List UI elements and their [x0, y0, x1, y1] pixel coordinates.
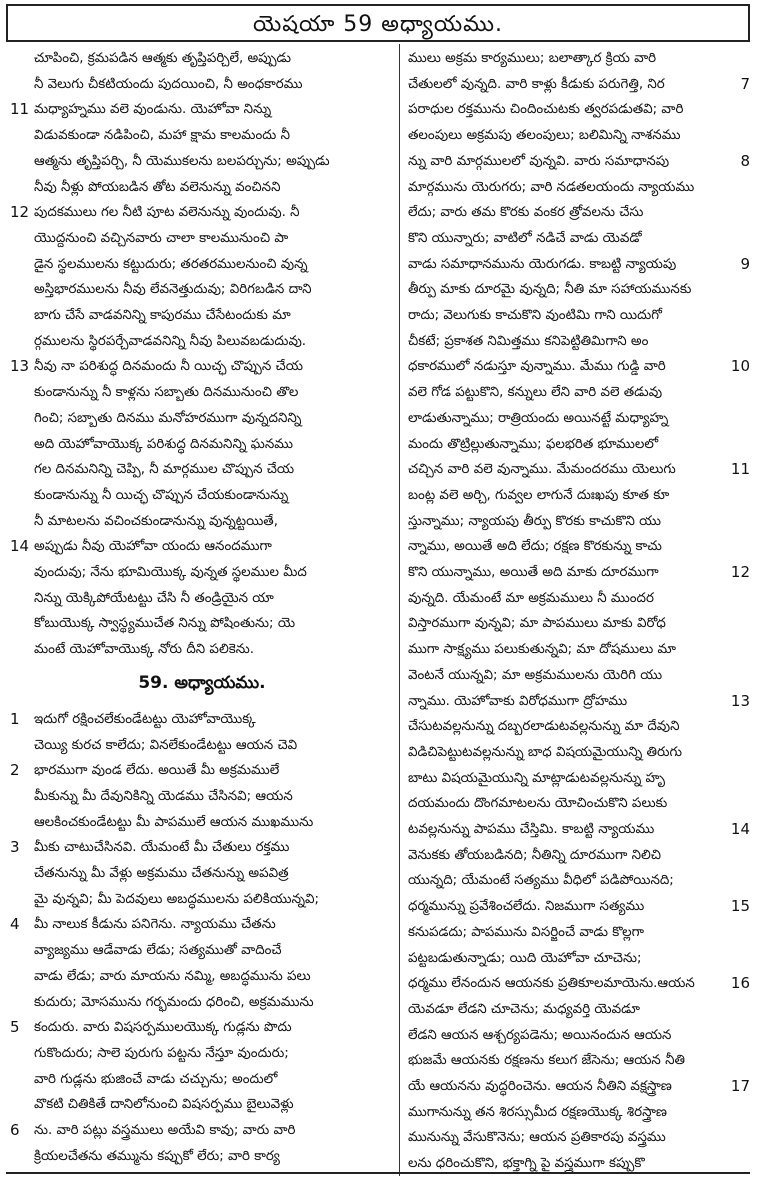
verse-text: బంట్ల వలె అర్చి, గువ్వల లాగునే దుఃఖపు కూత కూ	[408, 487, 670, 503]
verse-text: మై వున్నవి; మీ పెదవులు అబద్ధములను పలికియున్నవి;	[34, 891, 319, 907]
verse-text: డైన స్థలములను కట్టుదురు; తరతరములనుంచి వున్న	[34, 256, 308, 272]
text-line	[402, 946, 750, 971]
text-line	[402, 791, 750, 816]
text-line	[6, 964, 398, 989]
verse-text: నీ మాటలను వచించకుండానున్ను వున్నట్టయితే,	[34, 513, 278, 529]
text-line	[402, 354, 750, 379]
text-line	[402, 766, 750, 791]
verse-text: గుకొందురు; సాలె పురుగు పట్టను నేస్తూ వుందురు;	[34, 1045, 289, 1061]
text-line	[402, 97, 750, 122]
verse-text: అది యెహోవాయొక్క పరిశుద్ధ దినమనిన్ని ఘనము	[34, 436, 294, 452]
verse-text: ముగా సాక్ష్యము పలుకుతున్నవి; మా దోషములు మా	[408, 642, 676, 658]
verse-text: టవల్లనున్ను పాపము చేస్తిమి. కాబట్టి న్యాయము	[408, 822, 655, 837]
verse-text: న్ను వారి మార్గములలో వున్నవి. వారు సమాధానపు	[408, 153, 670, 169]
verse-text: విస్తారముగా వున్నవి; మా పాపములు మాకు విరోధ	[408, 616, 666, 632]
verse-text: తలంపులు అక్రమపు తలంపులు; బలిమిన్ని నాశనము	[408, 128, 681, 144]
text-line	[6, 252, 398, 277]
verse-text: మందు తొట్రిల్లుతున్నాము; ఫలభరిత భూములలో	[408, 436, 659, 452]
text-line	[402, 277, 750, 302]
text-line	[6, 226, 398, 251]
verse-text: కోబుయొక్క స్వాస్థ్యముచేత నిన్ను పోషింతును; యె	[34, 616, 296, 632]
verse-text: దయమందు దొంగమాటలను యోచించుకొని పలుకు	[408, 796, 668, 812]
verse-text: కుదురు; మోసమును గర్భమందు ధరించి, అక్రమమును	[34, 994, 314, 1010]
verse-text: ధర్మమున్ను ప్రవేశించలేదు. నిజముగా సత్యము	[408, 899, 645, 915]
verse-text: వాడు సమాధానమును యెరుగడు. కాబట్టి న్యాయపు	[408, 256, 677, 272]
text-line	[6, 1067, 398, 1092]
text-line	[6, 175, 398, 200]
verse-text: చేసుటవల్లనున్ను దబ్బరలాడుటవల్లనున్ను మా దేవుని	[408, 719, 680, 735]
text-line	[6, 835, 398, 860]
verse-number: 7	[740, 74, 750, 93]
scripture-page	[4, 4, 754, 1179]
verse-text: చెయ్యి కురచ కాలేదు; వినలేకుండేటట్టు ఆయన చెవి	[34, 737, 298, 753]
verse-text: చచ్చిన వారి వలె వున్నాము. మేమందరము యెలుగు	[408, 462, 676, 478]
verse-number: 1	[10, 709, 20, 728]
verse-number: 12	[10, 203, 30, 222]
verse-number: 16	[730, 974, 750, 993]
verse-text: గించి; సబ్బాతు దినము మనోహరముగా వున్నదనిన్ని	[34, 410, 302, 426]
verse-text: మధ్యాహ్నము వలె వుండును. యెహోవా నిన్ను	[34, 102, 272, 118]
verse-text: మంటే యెహోవాయొక్క నోరు దీని పలికెను.	[34, 642, 255, 658]
bottom-rule	[6, 1172, 750, 1174]
verse-text: యొద్దనుంచి వచ్చినవారు చాలా కాలమునుంచి పా	[34, 230, 289, 246]
verse-text: కుండానున్ను నీ యిచ్ఛ చొప్పున చేయకుండానున్ను	[34, 487, 289, 503]
text-line	[6, 483, 398, 508]
verse-text: కనుపడదు; పాపమును విసర్జించే వాడు కొల్లగా	[408, 924, 644, 940]
verse-text: నీవు నా పరిశుద్ధ దినమందు నీ యిచ్ఛ చొప్పున చేయ	[34, 359, 303, 375]
text-line	[6, 149, 398, 174]
text-line	[402, 483, 750, 508]
verse-text: స్తున్నాము; న్యాయపు తీర్పు కొరకు కాచుకొని యు	[408, 513, 662, 529]
column-divider	[399, 44, 400, 1176]
verse-text: ఇదుగో రక్షించలేకుండేటట్టు యెహోవాయొక్క	[34, 711, 256, 727]
text-line	[402, 1048, 750, 1073]
verse-text: లేదు; వారు తమ కొరకు వంకర త్రోవలను చేసు	[408, 205, 644, 221]
text-line	[6, 97, 398, 122]
verse-text: వున్నది. యేమంటే మా అక్రమములు నీ ముందర	[408, 590, 654, 606]
text-line	[402, 380, 750, 405]
text-line	[6, 380, 398, 405]
verse-text: భారముగా వుండ లేదు. అయితే మీ అక్రమములే	[34, 763, 280, 779]
verse-text: లాడుతున్నాము; రాత్రియందు అయినట్టే మధ్యాహ్న	[408, 410, 669, 426]
text-line	[402, 920, 750, 945]
text-line	[402, 894, 750, 919]
verse-text: ఆత్మను తృప్తిపర్చి, నీ యెముకలను బలపర్చును; అప్పుడు	[34, 153, 330, 169]
verse-text: యే ఆయనను వుద్ధరించెను. ఆయన నీతిని వక్షస్త్రాణ	[408, 1079, 672, 1094]
verse-text: పరాధుల రక్తమును చిందించుటకు త్వరపడుతవి; వారి	[408, 102, 684, 118]
verse-text: చూపించి, క్రమపడిన ఆత్మకు తృప్తిపర్చిలే, అప్పుడు	[34, 51, 292, 66]
text-line	[6, 887, 398, 912]
verse-text: తీర్పు మాకు దూరమై వున్నది; నీతి మా సహాయమునకు	[408, 282, 692, 298]
verse-number: 3	[10, 838, 20, 857]
verse-number: 13	[730, 691, 750, 710]
text-line	[402, 252, 750, 277]
text-line	[402, 868, 750, 893]
verse-text: ధర్మము లేనందున ఆయనకు ప్రతికూలమాయెను.ఆయన	[408, 976, 695, 992]
text-line	[402, 406, 750, 431]
chapter-header	[6, 4, 750, 42]
verse-text: మీకున్ను మీ దేవునికిన్ని యెడము చేసినవి; ఆయన	[34, 788, 293, 804]
text-line	[6, 123, 398, 148]
verse-text: క్రియలచేతను తమ్మును కప్పుకో లేరు; వారి కార్య	[34, 1148, 280, 1164]
text-line	[6, 509, 398, 534]
verse-text: వెంటనే యున్నవి; మా అక్రమములను యెరిగి యు	[408, 667, 663, 683]
verse-number: 4	[10, 915, 20, 934]
text-line	[6, 277, 398, 302]
verse-text: ర్గములను స్థిరపర్చేవాడవనిన్ని నీవు పిలువబడుదువు.	[34, 333, 307, 349]
text-line	[6, 303, 398, 328]
text-line	[402, 1023, 750, 1048]
text-line	[402, 72, 750, 97]
verse-number: 6	[10, 1121, 20, 1139]
text-line	[402, 560, 750, 585]
verse-number: 17	[730, 1077, 750, 1095]
verse-number: 8	[740, 151, 750, 170]
verse-text: ముగానున్ను తన శిరస్సుమీద రక్షణయొక్క శిరస్త్రాణ	[408, 1104, 667, 1120]
text-line	[6, 611, 398, 636]
verse-text: విడువకుండా నడిపించి, మహా క్షామ కాలమందు నీ	[34, 128, 290, 144]
verse-number: 11	[10, 100, 30, 119]
verse-text: యున్నది; యేమంటే సత్యము వీధిలో పడిపోయినది;	[408, 873, 674, 889]
text-line	[402, 200, 750, 225]
verse-number: 15	[730, 897, 750, 916]
verse-text: కొని యున్నారు; వాటిలో నడిచే వాడు యెవడో	[408, 230, 642, 246]
verse-number: 2	[10, 761, 20, 780]
text-line	[6, 637, 398, 662]
verse-text: రాదు; వెలుగుకు కాచుకొని వుంటిమి గాని యిదుగో	[408, 308, 662, 323]
text-line	[6, 457, 398, 482]
text-line	[6, 406, 398, 431]
verse-text: వుందువు; నేను భూమియొక్క వున్నత స్థలముల మీద	[34, 565, 307, 580]
text-line	[402, 971, 750, 996]
verse-text: న్నాము, అయితే అది లేదు; రక్షణ కొరకున్ను కాచు	[408, 539, 662, 555]
verse-text: లేడని ఆయన ఆశ్చర్యపడెను; అయినందున ఆయన	[408, 1027, 672, 1043]
text-line	[6, 990, 398, 1015]
text-line	[402, 817, 750, 842]
text-line	[402, 175, 750, 200]
verse-text: కుండానున్ను నీ కాళ్లను సబ్బాతు దినమునుంచి తొల	[34, 385, 299, 401]
text-line	[402, 303, 750, 328]
verse-number: 12	[730, 563, 750, 581]
verse-text: నిన్ను యెక్కిపోయేటట్టు చేసి నీ తండ్రియైన యా	[34, 590, 274, 606]
text-line	[402, 534, 750, 559]
verse-text: న్నాము. యెహోవాకు విరోధముగా ద్రోహము	[408, 693, 628, 709]
text-line	[6, 938, 398, 963]
text-line	[6, 432, 398, 457]
verse-number: 10	[730, 357, 750, 376]
text-line	[402, 123, 750, 148]
verse-text: వొకటి చితికితే దానిలోనుంచి విషసర్పము బైలువెళ్లు	[34, 1097, 294, 1113]
verse-text: వెనుకకు తోయబడినది; నీతిన్ని దూరముగా నిలిచి	[408, 847, 662, 863]
text-line	[6, 1144, 398, 1169]
verse-number: 13	[10, 357, 30, 376]
verse-text: ములు అక్రమ కార్యములు; బలాత్కార క్రియ వారి	[408, 51, 657, 66]
text-line	[402, 997, 750, 1022]
text-line	[6, 707, 398, 732]
text-line	[6, 810, 398, 835]
text-line	[6, 534, 398, 559]
verse-text: అప్పుడు నీవు యెహోవా యందు ఆనందముగా	[34, 539, 272, 555]
verse-text: పుదకములు గల నీటి పూట వలెనున్ను వుందువు. నీ	[34, 205, 300, 221]
verse-text: మునున్ను వేసుకొనెను; ఆయన ప్రతికారపు వస్త్రము	[408, 1130, 666, 1146]
verse-text: భుజమే ఆయనకు రక్షణను కలుగ జేసెను; ఆయన నీతి	[408, 1053, 685, 1069]
verse-text: పట్టబడుతున్నాడు; యిది యెహోవా చూచెను;	[408, 950, 642, 966]
verse-text: మీకు చాటుచేసినవి. యేమంటే మీ చేతులు రక్తము	[34, 840, 290, 856]
verse-text: గల దినమనిన్ని చెప్పి, నీ మార్గముల చొప్పున చేయ	[34, 462, 295, 478]
verse-text: బాటు విషయమైయున్ని మాట్లాడుటవల్లనున్ను హృ	[408, 770, 665, 786]
verse-text: నీవు నీళ్లు పోయబడిన తోట వలెనున్ను వంచినని	[34, 179, 281, 195]
text-line	[6, 758, 398, 783]
text-line	[402, 457, 750, 482]
verse-number: 14	[730, 820, 750, 838]
text-line	[402, 663, 750, 688]
verse-text: యెవడూ లేడని చూచెను; మధ్యవర్తి యెవడూ	[408, 1001, 640, 1017]
verse-text: ను. వారి పట్లు వస్త్రములు అయేవి కావు; వారు వారి	[34, 1123, 296, 1138]
chapter-heading: 59. అధ్యాయము.	[138, 672, 266, 693]
text-line	[6, 560, 398, 585]
text-line	[6, 329, 398, 354]
text-line	[402, 509, 750, 534]
verse-text: కందురు. వారు విషసర్పములయొక్క గుడ్లను పొదు	[34, 1020, 292, 1036]
text-line	[6, 72, 398, 97]
text-line	[6, 733, 398, 758]
verse-text: వారి గుడ్లను భుజించే వాడు చచ్చును; అందులో	[34, 1071, 278, 1087]
text-line	[402, 740, 750, 765]
verse-text: నీ వెలుగు చీకటియందు పుదయించి, నీ అంధకారము	[34, 76, 303, 92]
verse-text: చీకటే; ప్రకాశత నిమిత్తము కనిపెట్టితిమిగాని అం	[408, 333, 649, 349]
verse-text: వ్యాజ్యము ఆడేవాడు లేడు; సత్యముతో వాదించే	[34, 943, 282, 959]
verse-number: 9	[740, 254, 750, 273]
text-line	[402, 689, 750, 714]
text-line	[402, 843, 750, 868]
text-line	[6, 1092, 398, 1117]
header-title: యెషయా 59 అధ్యాయము.	[252, 12, 504, 37]
text-line	[402, 714, 750, 739]
text-line	[402, 611, 750, 636]
verse-text: అస్తిభారములను నీవు లేవనెత్తుదువు; విరిగబడిన దాని	[34, 282, 312, 298]
verse-text: విడిచిపెట్టుటవల్లనున్ను బాధ విషయమైయున్ని తిరుగు	[408, 744, 682, 760]
verse-text: ఆలకించకుండేటట్టు మీ పాపములే ఆయన ముఖమును	[34, 814, 314, 830]
text-line	[6, 200, 398, 225]
verse-text: చేతనున్ను మీ వేళ్లు అక్రమము చేతనున్ను అపవిత్ర	[34, 866, 289, 881]
text-line	[6, 861, 398, 886]
verse-number: 14	[10, 537, 30, 556]
verse-text: వలె గోడ పట్టుకొని, కన్నులు లేని వారి వలె తడువు	[408, 385, 663, 401]
text-line	[6, 1015, 398, 1040]
text-line	[6, 1118, 398, 1143]
text-line	[402, 226, 750, 251]
text-line	[402, 1100, 750, 1125]
verse-text: లను ధరించుకొని, భక్తాగ్ని పై వస్త్రముగా కప్పుకొ	[408, 1156, 645, 1172]
text-line	[402, 637, 750, 662]
verse-text: చేతులలో వున్నది. వారి కాళ్లు కీడుకు పరుగెత్తి, నిర	[408, 76, 665, 92]
verse-number: 5	[10, 1018, 20, 1037]
text-line	[402, 432, 750, 457]
text-line	[6, 46, 398, 71]
verse-text: కొని యున్నాము, అయితే అది మాకు దూరముగా	[408, 565, 659, 580]
verse-text: బాగు చేసే వాడవనిన్ని కాపురము చేసేటందుకు మా	[34, 308, 291, 323]
verse-text: వాడు లేడు; వారు మాయను నమ్మి, అబద్ధమును పలు	[34, 968, 311, 984]
text-line	[402, 329, 750, 354]
text-line	[6, 1041, 398, 1066]
text-line	[6, 586, 398, 611]
text-line	[6, 912, 398, 937]
text-line	[402, 149, 750, 174]
verse-text: మీ నాలుక కీడును పనిగెను. న్యాయము చేతను	[34, 917, 276, 933]
text-line	[6, 354, 398, 379]
verse-text: ధకారములో నడుస్తూ వున్నాము. మేము గుడ్డి వారి	[408, 359, 666, 375]
text-line	[402, 1125, 750, 1150]
verse-text: మార్గమును యెరుగరు; వారి నడతలయందు న్యాయము	[408, 179, 695, 195]
text-line	[6, 784, 398, 809]
text-line	[402, 46, 750, 71]
text-line	[402, 1074, 750, 1099]
text-line	[402, 586, 750, 611]
verse-number: 11	[730, 460, 750, 479]
